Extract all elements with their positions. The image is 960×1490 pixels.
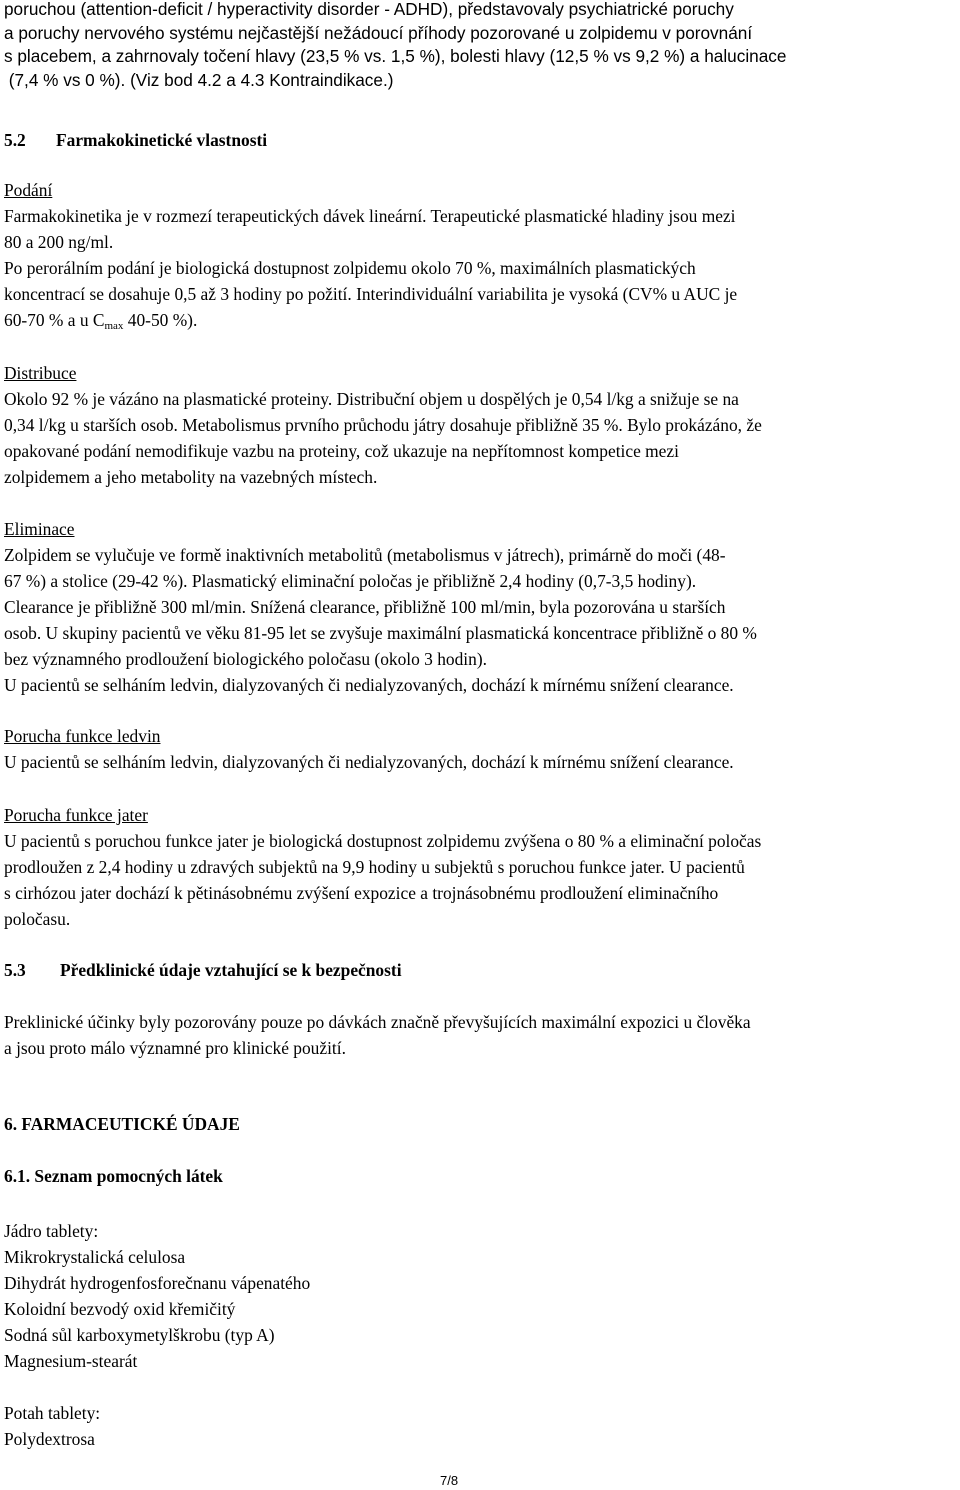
cmax-subscript: max [104, 320, 124, 332]
intro-paragraph [4, 0, 956, 92]
subsection-heading-eliminace: Eliminace [4, 519, 75, 539]
text-line: koncentrací se dosahuje 0,5 až 3 hodiny po požití. Interindividuální variabilita je vysoká (CV% u AUC je [4, 284, 738, 304]
jater-block [4, 802, 956, 932]
excipients-core [4, 1218, 956, 1374]
text-line [4, 307, 956, 339]
cmax-text-post: 40-50 %). [123, 310, 198, 330]
text-line: poločasu. [4, 909, 71, 929]
subsection-heading-distribuce: Distribuce [4, 363, 77, 383]
list-item: Mikrokrystalická celulosa [4, 1247, 186, 1267]
excipients-coat [4, 1400, 956, 1452]
text-line: Clearance je přibližně 300 ml/min. Snížená clearance, přibližně 100 ml/min, byla pozorována u starších [4, 597, 726, 617]
text-line: s placebem, a zahrnovaly točení hlavy (23,5 % vs. 1,5 %), bolesti hlavy (12,5 % vs 9,2 %) a halucinace [4, 46, 787, 66]
list-item: Sodná sůl karboxymetylškrobu (typ A) [4, 1325, 275, 1345]
list-item: Polydextrosa [4, 1429, 95, 1449]
ledviny-block [4, 723, 956, 775]
text-line: prodloužen z 2,4 hodiny u zdravých subjektů na 9,9 hodiny u subjektů s poruchou funkce jater. U pacientů [4, 857, 745, 877]
podani-block [4, 177, 956, 339]
text-line: (7,4 % vs 0 %). (Viz bod 4.2 a 4.3 Kontraindikace.) [4, 69, 394, 90]
coat-label: Potah tablety: [4, 1403, 101, 1423]
section-title: Předklinické údaje vztahující se k bezpečnosti [60, 960, 402, 980]
text-line: Okolo 92 % je vázáno na plasmatické proteiny. Distribuční objem u dospělých je 0,54 l/kg a snižuje se na [4, 389, 739, 409]
text-line: opakované podání nemodifikuje vazbu na proteiny, což ukazuje na nepřítomnost kompetice mezi [4, 441, 679, 461]
text-line: Po perorálním podání je biologická dostupnost zolpidemu okolo 70 %, maximálních plasmatických [4, 258, 696, 278]
section-5-2-heading [4, 130, 267, 151]
list-item: Magnesium-stearát [4, 1351, 138, 1371]
cmax-text-pre: 60-70 % a u C [4, 310, 105, 330]
section-5-3-heading [4, 960, 402, 981]
text-line: zolpidemem a jeho metabolity na vazebných místech. [4, 467, 378, 487]
section-number: 5.3 [4, 960, 26, 980]
text-line: Farmakokinetika je v rozmezí terapeutických dávek lineární. Terapeutické plasmatické hladiny jsou mezi [4, 206, 736, 226]
sec53-paragraph [4, 1009, 956, 1061]
text-line: osob. U skupiny pacientů ve věku 81-95 let se zvyšuje maximální plasmatická koncentrace přibližně o 80 % [4, 623, 757, 643]
subsection-heading-ledviny: Porucha funkce ledvin [4, 726, 161, 746]
core-label: Jádro tablety: [4, 1221, 99, 1241]
section-6-heading: 6. FARMACEUTICKÉ ÚDAJE [4, 1114, 240, 1134]
eliminace-block [4, 516, 956, 698]
text-line: a jsou proto málo významné pro klinické použití. [4, 1038, 346, 1058]
text-line: U pacientů se selháním ledvin, dialyzovaných či nedialyzovaných, dochází k mírnému snížení clearance. [4, 752, 734, 772]
section-6-1-heading: 6.1. Seznam pomocných látek [4, 1166, 223, 1186]
list-item: Koloidní bezvodý oxid křemičitý [4, 1299, 236, 1319]
text-line: Preklinické účinky byly pozorovány pouze po dávkách značně převyšujících maximální expozici u člověka [4, 1012, 751, 1032]
subsection-heading-podani: Podání [4, 180, 53, 200]
text-line: 0,34 l/kg u starších osob. Metabolismus prvního průchodu játry dosahuje přibližně 35 %. Bylo prokázáno, že [4, 415, 762, 435]
text-line: Zolpidem se vylučuje ve formě inaktivních metabolitů (metabolismus v játrech), primárně do moči (48- [4, 545, 726, 565]
text-line: 67 %) a stolice (29-42 %). Plasmatický eliminační poločas je přibližně 2,4 hodiny (0,7-3,5 hodiny). [4, 571, 697, 591]
text-line: U pacientů se selháním ledvin, dialyzovaných či nedialyzovaných, dochází k mírnému snížení clearance. [4, 675, 734, 695]
text-line: U pacientů s poruchou funkce jater je biologická dostupnost zolpidemu zvýšena o 80 % a eliminační poločas [4, 831, 762, 851]
page-number: 7/8 [440, 1473, 459, 1488]
list-item: Dihydrát hydrogenfosforečnanu vápenatého [4, 1273, 311, 1293]
section-title: Farmakokinetické vlastnosti [56, 130, 268, 150]
text-line: 80 a 200 ng/ml. [4, 232, 114, 252]
text-line: s cirhózou jater dochází k pětinásobnému zvýšení expozice a trojnásobnému prodloužení eliminačního [4, 883, 719, 903]
subsection-heading-jater: Porucha funkce jater [4, 805, 148, 825]
text-line: bez významného prodloužení biologického poločasu (okolo 3 hodin). [4, 649, 487, 669]
text-line: poruchou (attention-deficit / hyperactivity disorder - ADHD), představovaly psychiatrické poruchy [4, 0, 734, 19]
text-line: a poruchy nervového systému nejčastější nežádoucí příhody pozorované u zolpidemu v porovnání [4, 22, 753, 43]
section-number: 5.2 [4, 130, 26, 150]
distribuce-block [4, 360, 956, 490]
